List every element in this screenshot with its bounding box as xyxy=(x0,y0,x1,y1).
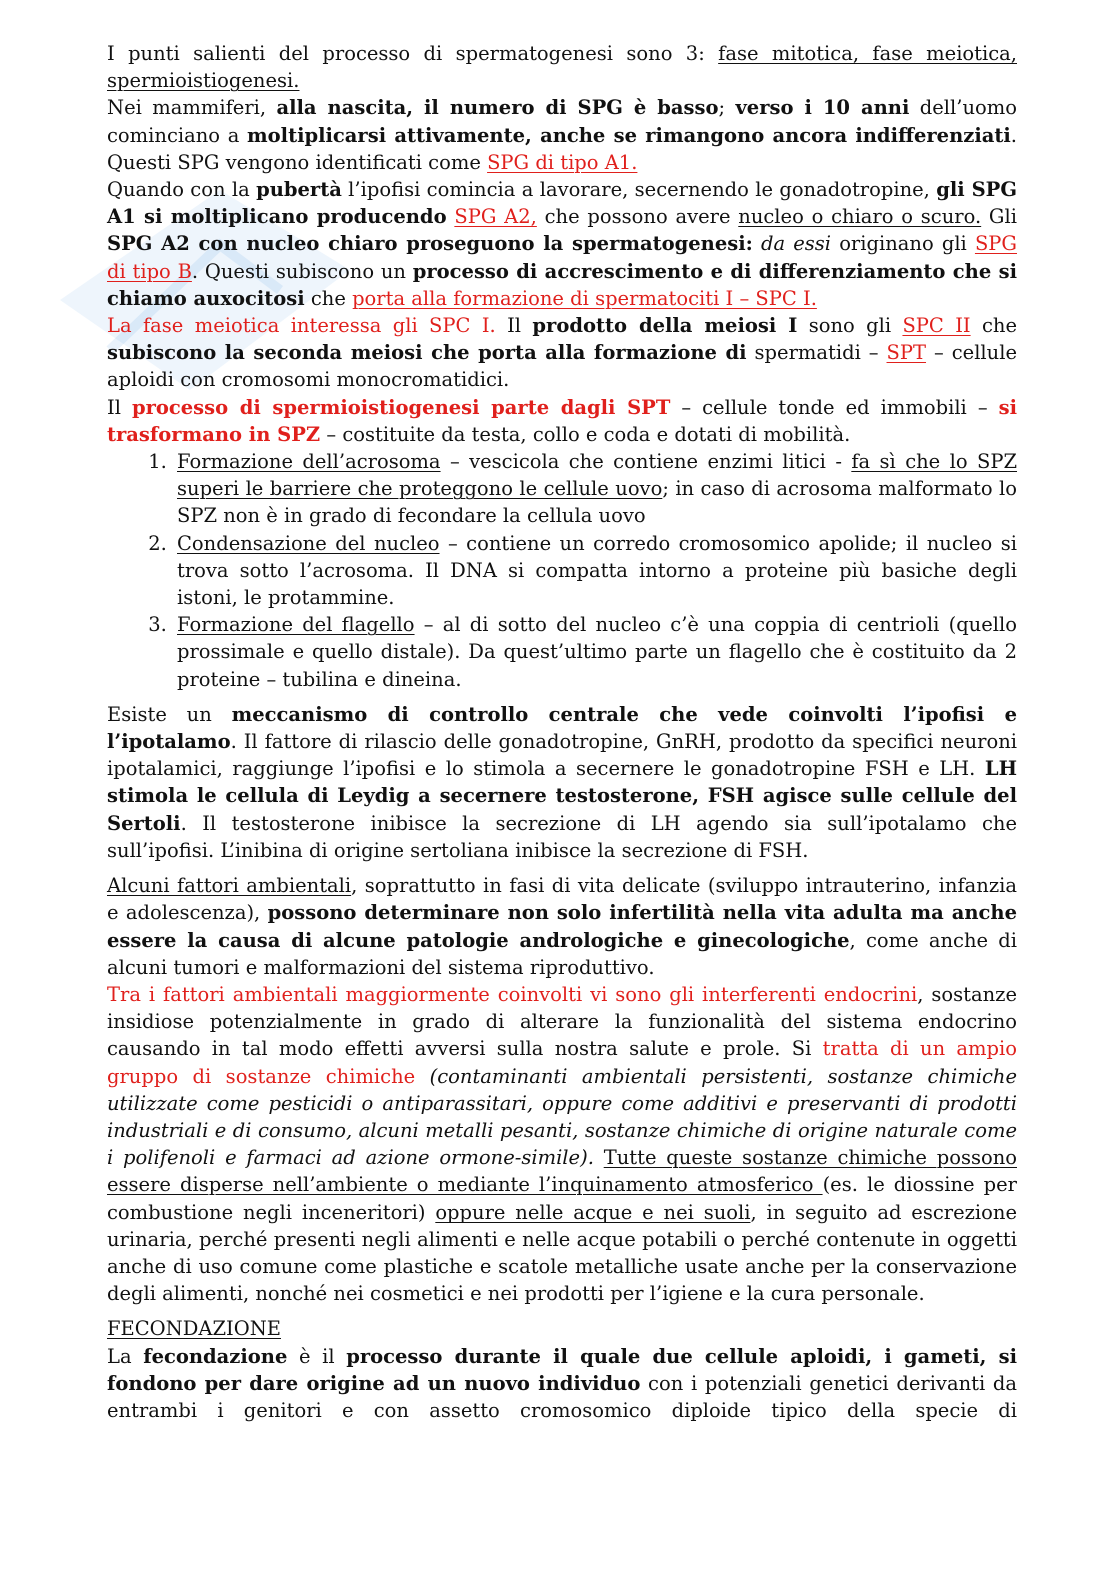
list-item: 1. Formazione dell’acrosoma – vescicola che contiene enzimi litici - fa sì che lo SPZ superi le barriere che proteggono le cellule uovo; in caso di acrosoma malformato lo SPZ non è in grado di fecondare la cellula uovo xyxy=(173,448,1017,530)
paragraph-mammals: Nei mammiferi, alla nascita, il numero di SPG è basso; verso i 10 anni dell’uomo cominciano a moltiplicarsi attivamente, anche se rimangono ancora indifferenziati. Questi SPG vengono identificati come SPG di tipo A1. xyxy=(107,96,1017,174)
paragraph-endocrine-disruptors: Tra i fattori ambientali maggiormente coinvolti vi sono gli interferenti endocrini, sostanze insidiose potenzialmente in grado di alterare la funzionalità del sistema endocrino causando in tal modo effetti avversi sulla nostra salute e prole. Si tratta di un ampio gruppo di sostanze chimiche (contaminanti ambientali persistenti, sostanze chimiche utilizzate come pesticidi o antiparassitari, oppure come additivi e preservanti di prodotti industriali e di consumo, alcuni metalli pesanti, sostanze chimiche di origine naturale come i polifenoli e farmaci ad azione ormone-simile). Tutte queste sostanze chimiche possono essere disperse nell’ambiente o mediante l’inquinamento atmosferico (es. le diossine per combustione negli inceneritori) oppure nelle acque e nei suoli, in seguito ad escrezione urinaria, perché presenti negli alimenti e nelle acque potabili o perché contenute in oggetti anche di uso comune come plastiche e scatole metalliche usate anche per la conservazione degli alimenti, nonché nei cosmetici e nei prodotti per l’igiene e la cura personale. xyxy=(107,982,1017,1306)
document-body xyxy=(107,40,1017,1424)
section-heading: FECONDAZIONE xyxy=(107,1317,281,1341)
paragraph-key-points: I punti salienti del processo di spermatogenesi sono 3: fase mitotica, fase meiotica, spermioistiogenesi. xyxy=(107,42,1017,93)
list-item: 2. Condensazione del nucleo – contiene un corredo cromosomico apolide; il nucleo si trova sotto l’acrosoma. Il DNA si compatta intorno a proteine più basiche degli istoni, le protammine. xyxy=(173,530,1017,612)
paragraph-spermiohistogenesis: Il processo di spermioistiogenesi parte dagli SPT – cellule tonde ed immobili – si trasformano in SPZ – costituite da testa, collo e coda e dotati di mobilità. xyxy=(107,395,1017,446)
paragraph-meiotic-phase: La fase meiotica interessa gli SPC I. Il prodotto della meiosi I sono gli SPC II che subiscono la seconda meiosi che porta alla formazione di spermatidi – SPT – cellule aploidi con cromosomi monocromatidici. xyxy=(107,314,1017,392)
paragraph-central-control: Esiste un meccanismo di controllo centrale che vede coinvolti l’ipofisi e l’ipotalamo. Il fattore di rilascio delle gonadotropine, GnRH, prodotto da specifici neuroni ipotalamici, raggiunge l’ipofisi e lo stimola a secernere le gonadotropine FSH e LH. LH stimola le cellula di Leydig a secernere testosterone, FSH agisce sulle cellule del Sertoli. Il testosterone inibisce la secrezione di LH agendo sia sull’ipotalamo che sull’ipofisi. L’inibina di origine sertoliana inibisce la secrezione di FSH. xyxy=(107,702,1017,862)
spermiohistogenesis-steps-list xyxy=(107,448,1017,693)
paragraph-puberty: Quando con la pubertà l’ipofisi comincia a lavorare, secernendo le gonadotropine, gli SPG A1 si moltiplicano producendo SPG A2, che possono avere nucleo o chiaro o scuro. Gli SPG A2 con nucleo chiaro proseguono la spermatogenesi: da essi originano gli SPG di tipo B. Questi subiscono un processo di accrescimento e di differenziamento che si chiamo auxocitosi che porta alla formazione di spermatociti I – SPC I. xyxy=(107,178,1018,310)
paragraph-environmental-factors: Alcuni fattori ambientali, soprattutto in fasi di vita delicate (sviluppo intrauterino, infanzia e adolescenza), possono determinare non solo infertilità nella vita adulta ma anche essere la causa di alcune patologie andrologiche e ginecologiche, come anche di alcuni tumori e malformazioni del sistema riproduttivo. xyxy=(107,874,1017,979)
paragraph-fertilization: La fecondazione è il processo durante il quale due cellule aploidi, i gameti, si fondono per dare origine ad un nuovo individuo con i potenziali genetici derivanti da entrambi i genitori e con assetto cromosomico diploide tipico della specie di xyxy=(107,1344,1018,1422)
list-item: 3. Formazione del flagello – al di sotto del nucleo c’è una coppia di centrioli (quello prossimale e quello distale). Da quest’ultimo parte un flagello che è costituito da 2 proteine – tubilina e dineina. xyxy=(173,611,1017,693)
